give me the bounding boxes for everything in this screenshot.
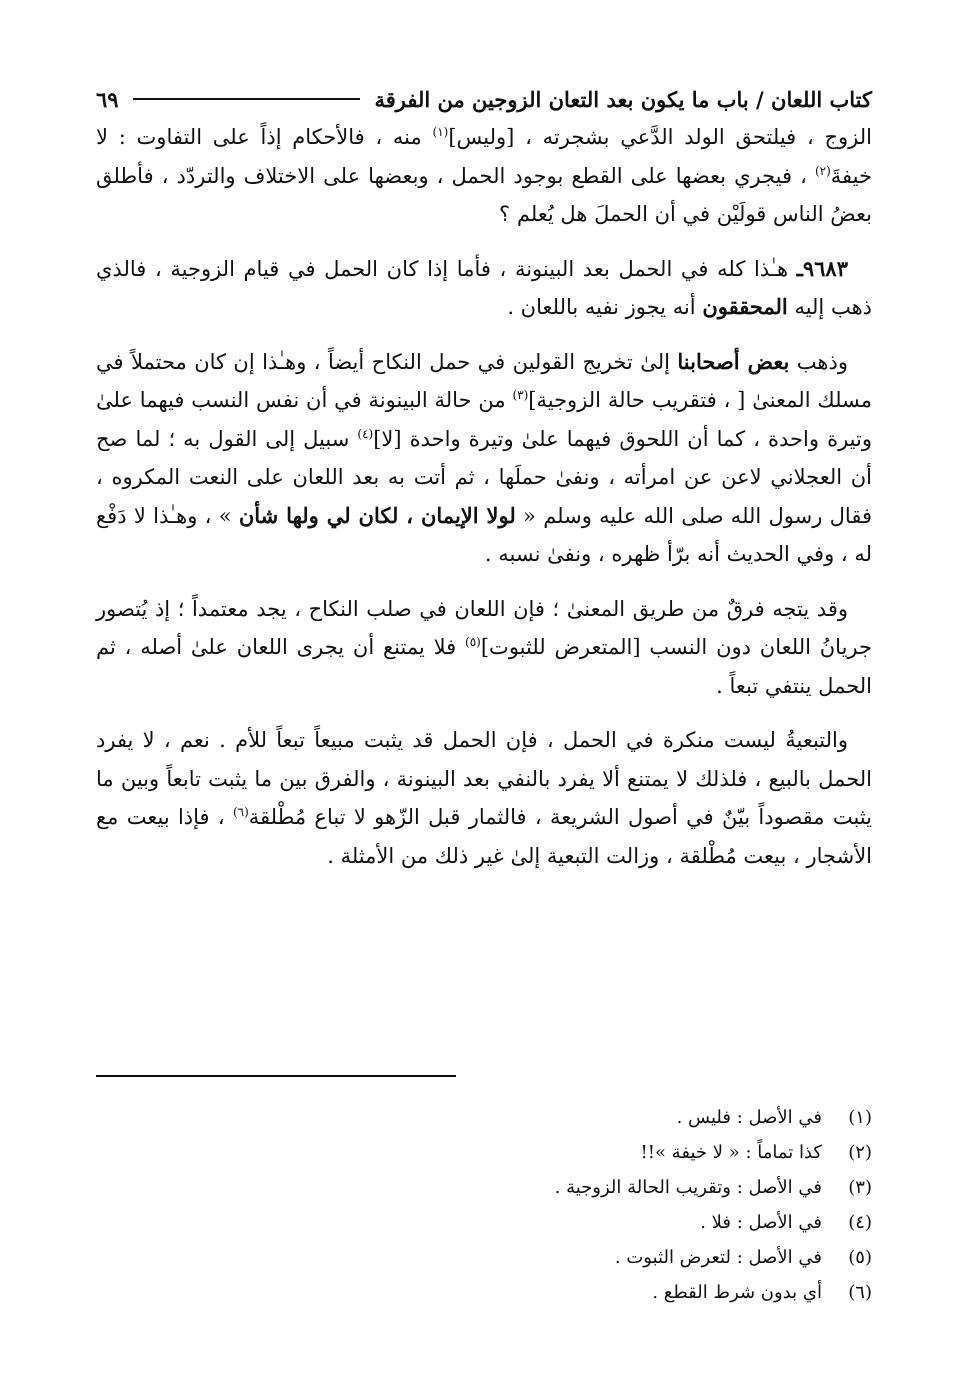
paragraph-number: ٩٦٨٣ـ — [796, 255, 848, 281]
text-run: هـٰذا كله في الحمل بعد البينونة ، فأما إذا كان الحمل في قيام الزوجية ، فالذي ذهب إليه — [96, 256, 872, 319]
text-run: إلىٰ تخريج القولين في حمل النكاح أيضاً ، وهـٰذا إن كان محتملاً في مسلك المعنىٰ [ ، فتقريب حالة الزوجية] — [96, 349, 873, 412]
text-run: منه ، فالأحكام إذاً على التفاوت : لا خيفةَ — [96, 125, 872, 188]
text-run: ، فيجري بعضها على القطع بوجود الحمل ، وبعضها على الاختلاف والتردّد ، فأطلق بعضُ الناس قولَيْن في أن الحملَ هل يُعلم ؟ — [96, 163, 872, 226]
footnote-ref: (٢) — [814, 163, 831, 178]
text-run: » ، وهـٰذا لا دَفْع له ، وفي الحديث أنه برّأ ظهره ، ونفىٰ نسبه . — [96, 503, 872, 566]
footnote-ref: (٦) — [232, 805, 249, 819]
paragraph-4 — [96, 590, 872, 706]
text-run: فلا يمتنع أن يجرى اللعان علىٰ أصله ، ثم الحمل ينتفي تبعاً . — [96, 635, 872, 698]
bold-text: المحققون — [702, 294, 788, 319]
text-run: وذهب — [789, 349, 848, 374]
footnote-number: (٣) — [848, 1177, 872, 1198]
footnote-ref: (٥) — [465, 635, 481, 649]
footnote-ref: (١) — [432, 125, 449, 139]
text-run: سبيل إلى القول به ؛ لما صح أن العجلاني لاعن عن امرأته ، ونفىٰ حملَها ، ثم أتت به بعد اللعان على النعت المكروه ، فقال رسول الله صلى الله عليه وسلم « — [96, 426, 872, 528]
text-run: الزوج ، فيلتحق الولد الدَّعي بشجرته ، [وليس] — [448, 125, 872, 149]
footnote-number: (٢) — [848, 1142, 872, 1163]
footnote — [96, 1275, 872, 1310]
footnote-number: (٦) — [848, 1282, 872, 1303]
text-run: ، فإذا بيعت مع الأشجار ، بيعت مُطْلقة ، وزالت التبعية إلىٰ غير ذلك من الأمثلة . — [96, 805, 872, 868]
footnote — [96, 1135, 872, 1170]
footnote-number: (١) — [848, 1107, 872, 1128]
running-header — [96, 80, 872, 118]
footnote-text: في الأصل : لتعرض الثبوت . — [614, 1247, 822, 1268]
page-number: ٦٩ — [96, 86, 119, 112]
footnote — [96, 1205, 872, 1240]
footnote-ref: (٤) — [357, 426, 374, 441]
footnote-text: في الأصل : وتقريب الحالة الزوجية . — [554, 1177, 822, 1198]
paragraph-2 — [96, 250, 872, 327]
footnote-text: في الأصل : فليس . — [676, 1107, 822, 1128]
footnotes — [96, 1100, 872, 1310]
footnote-separator — [96, 1075, 456, 1077]
text-run: وقد يتجه فرقٌ من طريق المعنىٰ ؛ فإن اللعان في صلب النكاح ، يجد معتمداً ؛ إذ يُتصور جريانُ اللعان دون النسب [المتعرض للثبوت] — [96, 596, 872, 659]
text-run: والتبعيةُ ليست منكرة في الحمل ، فإن الحمل قد يثبت مبيعاً تبعاً للأم . نعم ، لا يفرد الحمل بالبيع ، فلذلك لا يمتنع ألا يفرد بالنفي بعد البينونة ، والفرق بين ما يثبت تابعاً وبين ما يثبت مقصوداً بيّنٌ في أصول الشريعة ، فالثمار قبل الزّهو لا تباع مُطْلقة — [96, 728, 872, 829]
footnote — [96, 1240, 872, 1275]
body-text — [96, 118, 872, 875]
chapter-title: كتاب اللعان / باب ما يكون بعد التعان الزوجين من الفرقة — [374, 86, 872, 112]
page — [96, 80, 873, 1303]
paragraph-5 — [96, 721, 872, 875]
footnote — [96, 1170, 872, 1205]
footnote-number: (٤) — [848, 1212, 872, 1233]
hadith-quote: لولا الإيمان ، لكان لي ولها شأن — [238, 502, 516, 528]
header-rule — [133, 98, 361, 100]
bold-text: بعض أصحابنا — [677, 348, 790, 374]
footnote-number: (٥) — [848, 1247, 872, 1268]
footnote-text: أي بدون شرط القطع . — [652, 1282, 822, 1303]
footnote-text: كذا تماماً : « لا خيفة »!! — [640, 1142, 822, 1163]
footnote-text: في الأصل : فلا . — [700, 1212, 822, 1233]
footnote — [96, 1100, 872, 1135]
text-run: من حالة البينونة في أن نفس النسب فيهما علىٰ وتيرة واحدة ، كما أن اللحوق فيهما علىٰ وتيرة واحدة [لا] — [96, 388, 872, 451]
text-run: أنه يجوز نفيه باللعان . — [507, 295, 703, 319]
footnote-ref: (٣) — [512, 388, 529, 402]
paragraph-1 — [96, 118, 872, 234]
paragraph-3 — [96, 343, 872, 574]
